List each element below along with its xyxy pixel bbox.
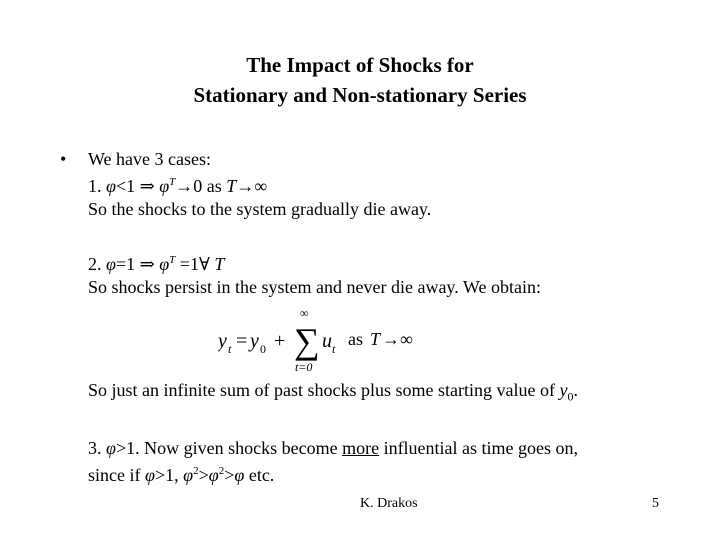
svg-text:0: 0	[260, 342, 266, 356]
case-1-line: 1. φ<1 ⇒ $\varphi^T\to 0$ as T→∞	[88, 176, 268, 196]
svg-text:∞: ∞	[300, 306, 309, 320]
svg-text:y: y	[218, 330, 227, 352]
bullet-marker: •	[60, 149, 67, 169]
svg-text:=: =	[236, 330, 248, 352]
intro-line: We have 3 cases:	[88, 149, 211, 169]
footer-author: K. Drakos	[360, 496, 418, 511]
case-1-explanation: So the shocks to the system gradually die away.	[88, 199, 432, 219]
slide-title	[0, 50, 720, 110]
svg-text:+: +	[274, 330, 286, 352]
infinite-sum-formula	[88, 305, 678, 379]
case-3-line: 3. φ>1. Now given shocks become more influential as time goes on,	[88, 437, 579, 458]
title-line-2: Stationary and Non-stationary Series	[193, 83, 527, 107]
sum-note: So just an infinite sum of past shocks plus some starting value of $y_0$.	[88, 380, 578, 404]
case-3-line-2: since if φ>1, $\varphi^2>\varphi^2>\varphi$ etc.	[88, 464, 275, 485]
title-line-1: The Impact of Shocks for	[246, 53, 474, 77]
case-2-explanation: So shocks persist in the system and never die away. We obtain:	[88, 277, 541, 297]
emphasis-more: more	[342, 437, 380, 458]
case-2-line: 2. φ=1 ⇒ $\varphi^T$ =1∀ T	[88, 254, 225, 274]
svg-text:u: u	[322, 330, 332, 352]
svg-text:T: T	[370, 329, 381, 349]
svg-text:→∞: →∞	[382, 329, 413, 349]
sum-equation	[218, 305, 518, 379]
svg-text:t: t	[228, 342, 232, 356]
svg-text:t: t	[332, 342, 336, 356]
sigma-symbol: ∑	[294, 321, 320, 361]
page-number: 5	[652, 496, 659, 511]
svg-text:t=0: t=0	[295, 360, 313, 374]
svg-text:as: as	[348, 329, 363, 349]
bullet-content	[88, 148, 678, 487]
svg-text:y: y	[250, 330, 259, 352]
